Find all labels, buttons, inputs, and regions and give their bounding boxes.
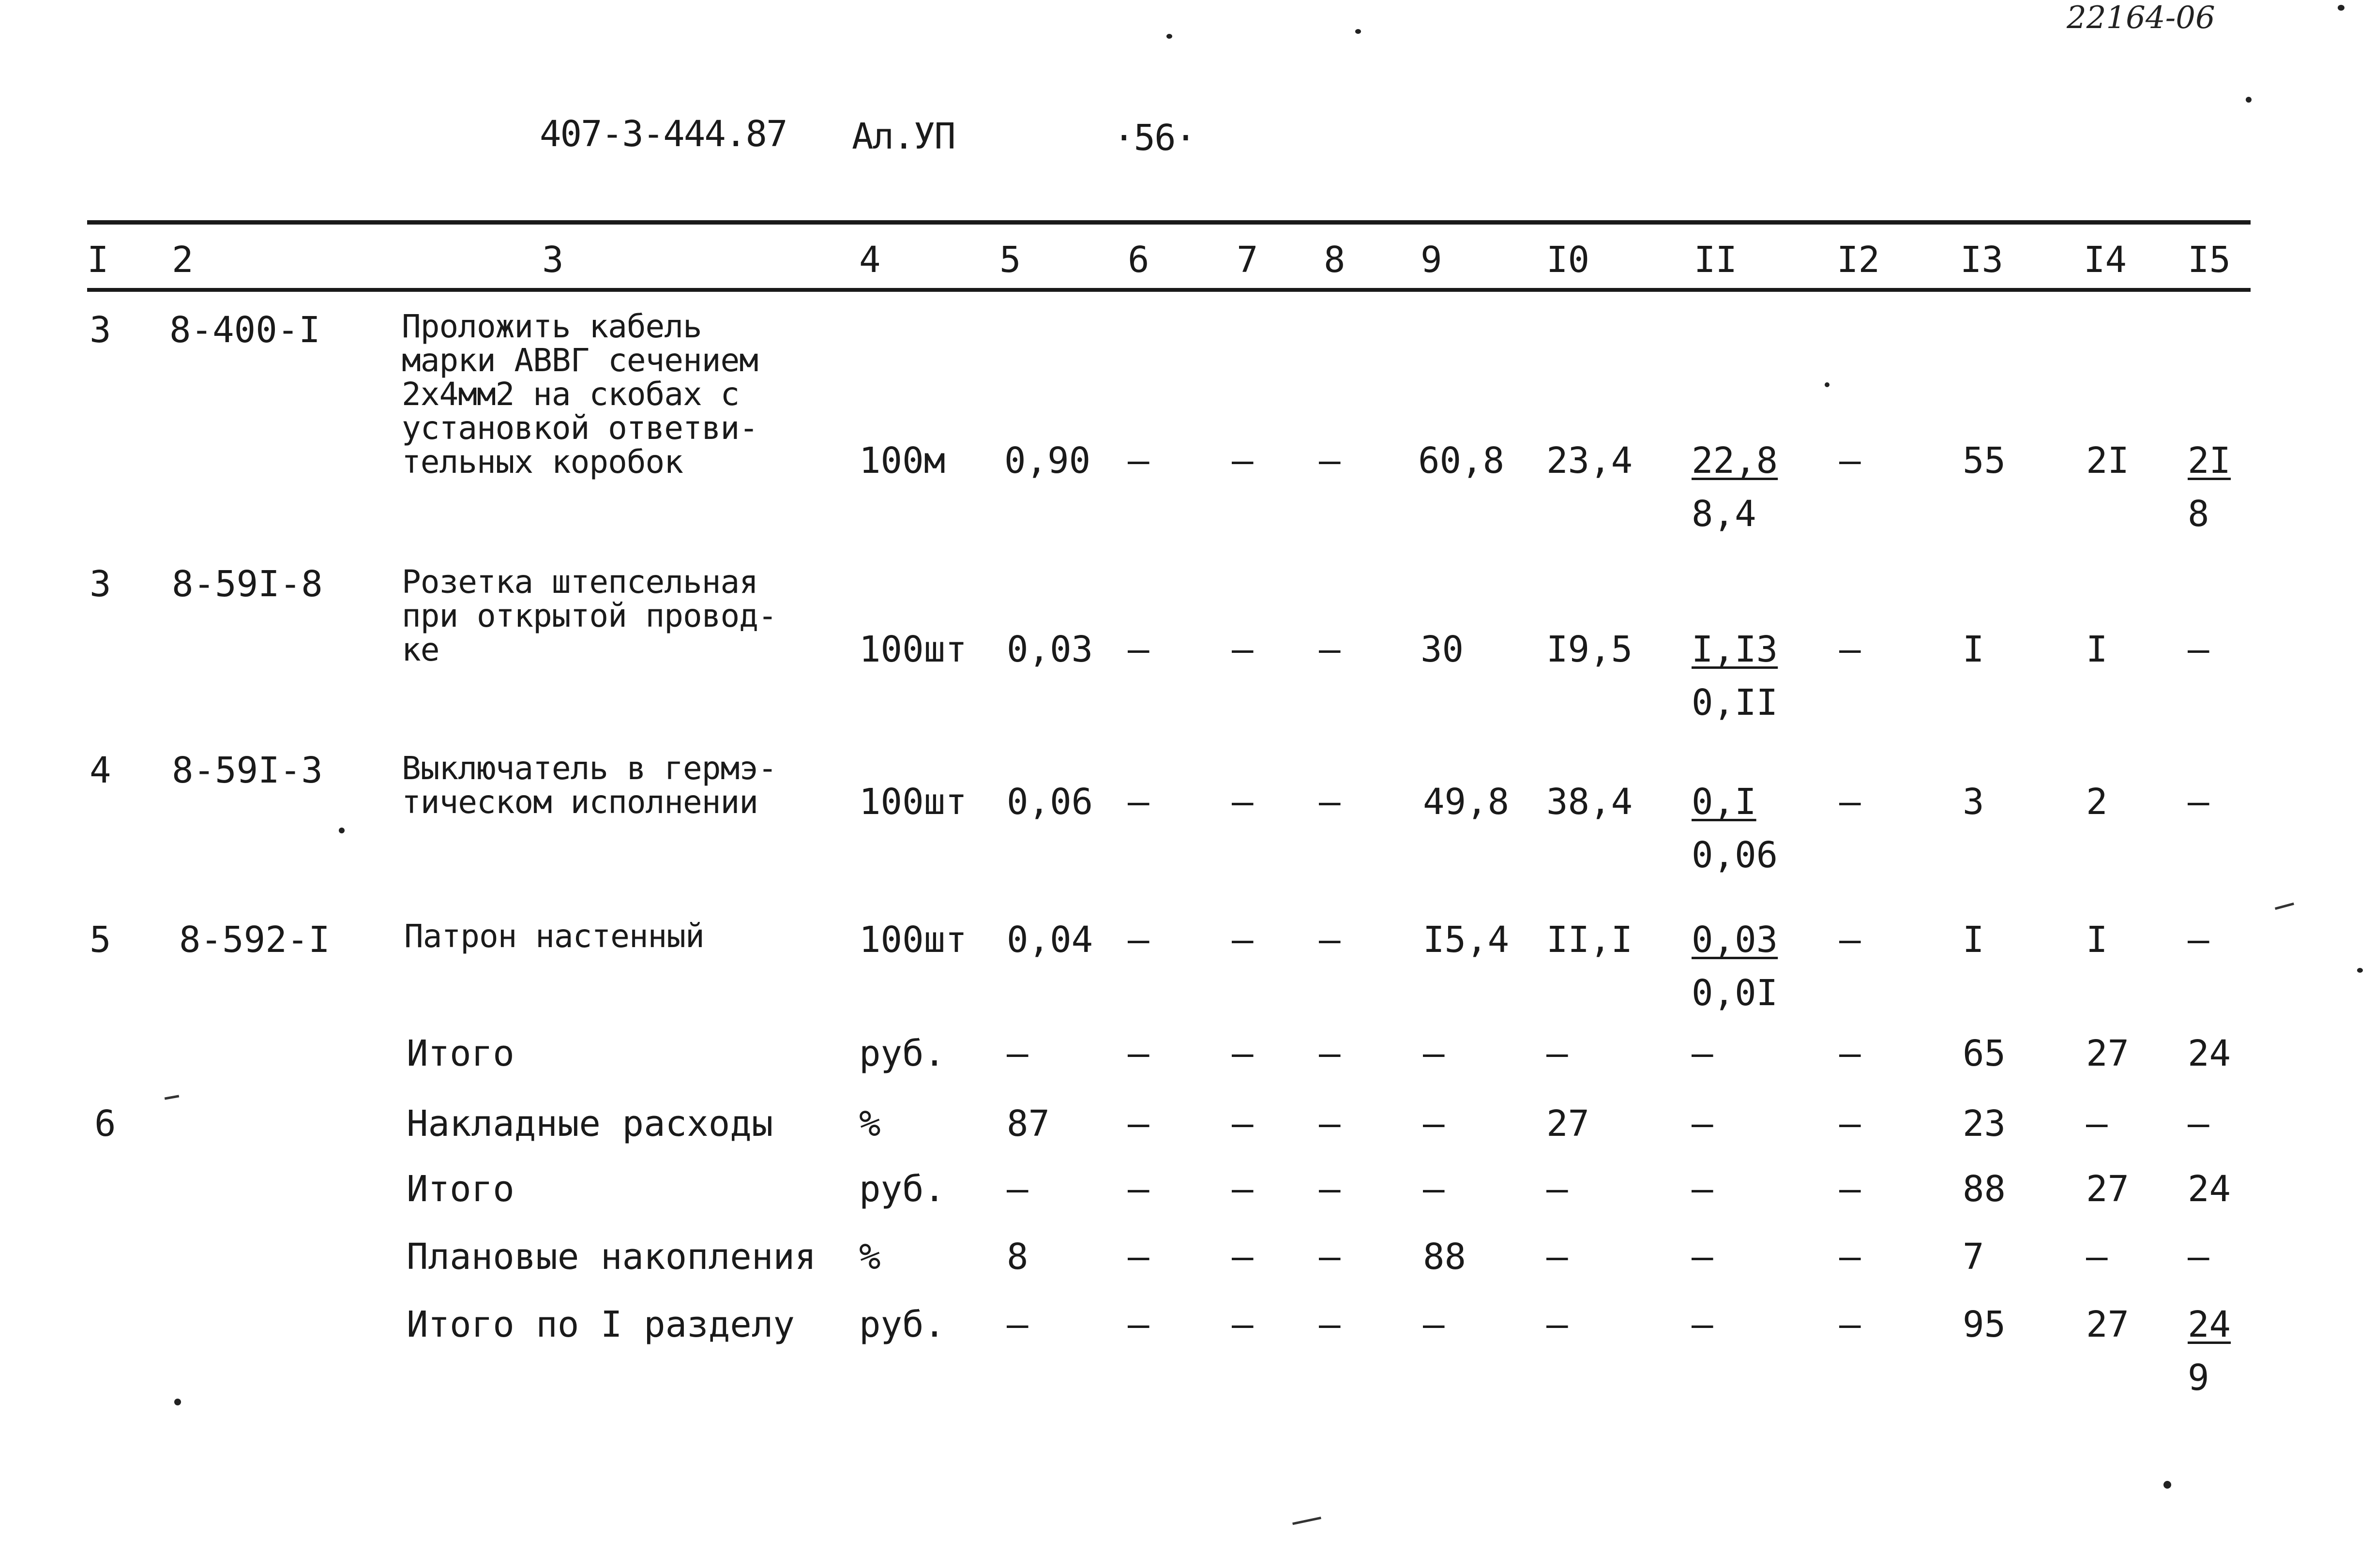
col-13: 55	[1963, 440, 2006, 482]
unit: руб.	[859, 1168, 946, 1210]
col-9: 49,8	[1423, 781, 1510, 823]
col-14: 27	[2086, 1304, 2130, 1345]
col-11-bottom: 0,06	[1692, 834, 1778, 876]
col-6: –	[1128, 1236, 1149, 1278]
table-top-rule	[87, 220, 2251, 225]
row-number: 4	[90, 750, 111, 791]
row-number: 6	[94, 1103, 116, 1145]
col-15-top: –	[2188, 1236, 2209, 1278]
col-11-top: 0,I	[1692, 781, 1756, 823]
table-header-rule	[87, 288, 2251, 292]
col-14: 27	[2086, 1033, 2130, 1074]
rate-code: 8-592-I	[179, 919, 330, 961]
summary-label: Итого	[407, 1168, 514, 1210]
col-13: 3	[1963, 781, 1984, 823]
col-8: –	[1319, 1033, 1341, 1074]
col-12: –	[1839, 1103, 1861, 1145]
unit: 100шт	[859, 629, 967, 670]
column-header: 9	[1421, 239, 1442, 281]
column-header: 7	[1237, 239, 1258, 281]
col-11-bottom: 8,4	[1692, 493, 1756, 535]
col-15-top: –	[2188, 919, 2209, 961]
col-15-bottom: 8	[2188, 493, 2209, 535]
col-15-top: –	[2188, 629, 2209, 670]
col-8: –	[1319, 781, 1341, 823]
col-7: –	[1232, 1033, 1254, 1074]
column-header: I4	[2084, 239, 2127, 281]
col-13: 88	[1963, 1168, 2006, 1210]
col-6: –	[1128, 1103, 1149, 1145]
quantity: 0,03	[1007, 629, 1093, 670]
col-9: I5,4	[1423, 919, 1510, 961]
col-14: 27	[2086, 1168, 2130, 1210]
col-7: –	[1232, 1103, 1254, 1145]
col-11-bottom: 0,0I	[1692, 972, 1778, 1014]
col-12: –	[1839, 1236, 1861, 1278]
col-11-top: 0,03	[1692, 919, 1778, 961]
column-header: I3	[1960, 239, 2004, 281]
archive-stamp: 22164-06	[2067, 0, 2215, 36]
document-code: 407-3-444.87	[540, 113, 787, 155]
col-12: –	[1839, 919, 1861, 961]
col-8: –	[1319, 1304, 1341, 1345]
summary-label: Плановые накопления	[407, 1236, 817, 1278]
column-header: I	[87, 239, 109, 281]
col-7: –	[1232, 919, 1254, 961]
col-6: –	[1128, 440, 1149, 482]
col-8: –	[1319, 629, 1341, 670]
col-14: I	[2086, 629, 2108, 670]
scan-speck	[2357, 968, 2363, 973]
col-5: –	[1007, 1033, 1028, 1074]
col-7: –	[1232, 629, 1254, 670]
col-7: –	[1232, 1304, 1254, 1345]
quantity: 0,90	[1004, 440, 1091, 482]
summary-label: Накладные расходы	[407, 1103, 773, 1145]
col-7: –	[1232, 1236, 1254, 1278]
col-6: –	[1128, 1304, 1149, 1345]
col-11: –	[1692, 1103, 1713, 1145]
col-10: 23,4	[1546, 440, 1633, 482]
col-9: 88	[1423, 1236, 1467, 1278]
col-7: –	[1232, 781, 1254, 823]
col-13: 65	[1963, 1033, 2006, 1074]
col-15-top: 24	[2188, 1168, 2231, 1210]
unit: 100м	[859, 440, 946, 482]
col-15-top: 24	[2188, 1304, 2231, 1345]
col-10: –	[1546, 1236, 1568, 1278]
col-15-top: 2I	[2188, 440, 2231, 482]
unit: руб.	[859, 1304, 946, 1345]
summary-label: Итого по I разделу	[407, 1304, 795, 1345]
col-9: –	[1423, 1304, 1445, 1345]
col-8: –	[1319, 440, 1341, 482]
col-10: 38,4	[1546, 781, 1633, 823]
col-15-bottom: 9	[2188, 1357, 2209, 1399]
col-8: –	[1319, 919, 1341, 961]
scan-speck	[1355, 29, 1361, 34]
scan-speck	[2163, 1481, 2171, 1489]
scan-speck	[2338, 5, 2344, 11]
col-5: –	[1007, 1304, 1028, 1345]
col-11: –	[1692, 1168, 1713, 1210]
col-10: I9,5	[1546, 629, 1633, 670]
work-description: Проложить кабель марки АВВГ сечением 2х4мм2 на скобах с установкой ответви- тельных коробок	[402, 308, 758, 481]
rate-code: 8-400-I	[169, 309, 320, 351]
scan-speck	[1825, 382, 1830, 387]
work-description: Патрон настенный	[404, 918, 704, 955]
col-6: –	[1128, 781, 1149, 823]
col-11: –	[1692, 1304, 1713, 1345]
scan-speck	[2246, 97, 2252, 103]
col-12: –	[1839, 629, 1861, 670]
col-8: –	[1319, 1103, 1341, 1145]
work-description: Выключатель в гермэ- тическом исполнении	[402, 750, 777, 821]
page-number: ·56·	[1113, 117, 1196, 159]
col-12: –	[1839, 781, 1861, 823]
col-5: 8	[1007, 1236, 1028, 1278]
unit: %	[859, 1236, 881, 1278]
col-14: 2	[2086, 781, 2108, 823]
col-13: 7	[1963, 1236, 1984, 1278]
scan-speck	[174, 1399, 181, 1405]
col-9: 30	[1421, 629, 1464, 670]
col-7: –	[1232, 440, 1254, 482]
row-number: 3	[90, 563, 111, 605]
col-13: I	[1963, 919, 1984, 961]
col-12: –	[1839, 1033, 1861, 1074]
column-header: 6	[1128, 239, 1149, 281]
col-10: II,I	[1546, 919, 1633, 961]
column-header: 5	[999, 239, 1021, 281]
column-header: I0	[1546, 239, 1590, 281]
col-13: 23	[1963, 1103, 2006, 1145]
col-11-bottom: 0,II	[1692, 682, 1778, 724]
col-11: –	[1692, 1236, 1713, 1278]
col-8: –	[1319, 1236, 1341, 1278]
col-8: –	[1319, 1168, 1341, 1210]
column-header: 2	[172, 239, 194, 281]
col-10: 27	[1546, 1103, 1590, 1145]
col-9: –	[1423, 1103, 1445, 1145]
quantity: 0,04	[1007, 919, 1093, 961]
col-10: –	[1546, 1033, 1568, 1074]
column-header: I5	[2188, 239, 2231, 281]
unit: %	[859, 1103, 881, 1145]
col-12: –	[1839, 1304, 1861, 1345]
column-header: II	[1694, 239, 1738, 281]
col-10: –	[1546, 1168, 1568, 1210]
col-11-top: 22,8	[1692, 440, 1778, 482]
col-12: –	[1839, 440, 1861, 482]
col-15-top: –	[2188, 1103, 2209, 1145]
row-number: 5	[90, 919, 111, 961]
col-14: I	[2086, 919, 2108, 961]
col-12: –	[1839, 1168, 1861, 1210]
col-15-top: –	[2188, 781, 2209, 823]
unit: 100шт	[859, 919, 967, 961]
col-14: –	[2086, 1236, 2108, 1278]
unit: 100шт	[859, 781, 967, 823]
rate-code: 8-59I-3	[172, 750, 323, 791]
scan-speck	[1166, 34, 1172, 39]
column-header: I2	[1837, 239, 1880, 281]
unit: руб.	[859, 1033, 946, 1074]
scan-mark	[1292, 1517, 1321, 1525]
col-7: –	[1232, 1168, 1254, 1210]
col-13: 95	[1963, 1304, 2006, 1345]
col-6: –	[1128, 1168, 1149, 1210]
summary-label: Итого	[407, 1033, 514, 1074]
col-9: –	[1423, 1168, 1445, 1210]
col-14: –	[2086, 1103, 2108, 1145]
scan-mark	[2275, 903, 2294, 910]
col-11: –	[1692, 1033, 1713, 1074]
col-15-top: 24	[2188, 1033, 2231, 1074]
col-13: I	[1963, 629, 1984, 670]
col-14: 2I	[2086, 440, 2130, 482]
rate-code: 8-59I-8	[172, 563, 323, 605]
row-number: 3	[90, 309, 111, 351]
col-9: –	[1423, 1033, 1445, 1074]
col-11-top: I,I3	[1692, 629, 1778, 670]
col-5: 87	[1007, 1103, 1050, 1145]
work-description: Розетка штепсельная при открытой провод- ке	[402, 563, 777, 668]
col-5: –	[1007, 1168, 1028, 1210]
col-9: 60,8	[1418, 440, 1505, 482]
col-10: –	[1546, 1304, 1568, 1345]
column-header: 4	[859, 239, 881, 281]
quantity: 0,06	[1007, 781, 1093, 823]
column-header: 3	[542, 239, 564, 281]
sheet-label: Ал.УП	[852, 116, 955, 157]
scan-mark	[165, 1095, 179, 1100]
col-6: –	[1128, 629, 1149, 670]
col-6: –	[1128, 1033, 1149, 1074]
scan-speck	[339, 828, 345, 833]
col-6: –	[1128, 919, 1149, 961]
column-header: 8	[1324, 239, 1346, 281]
